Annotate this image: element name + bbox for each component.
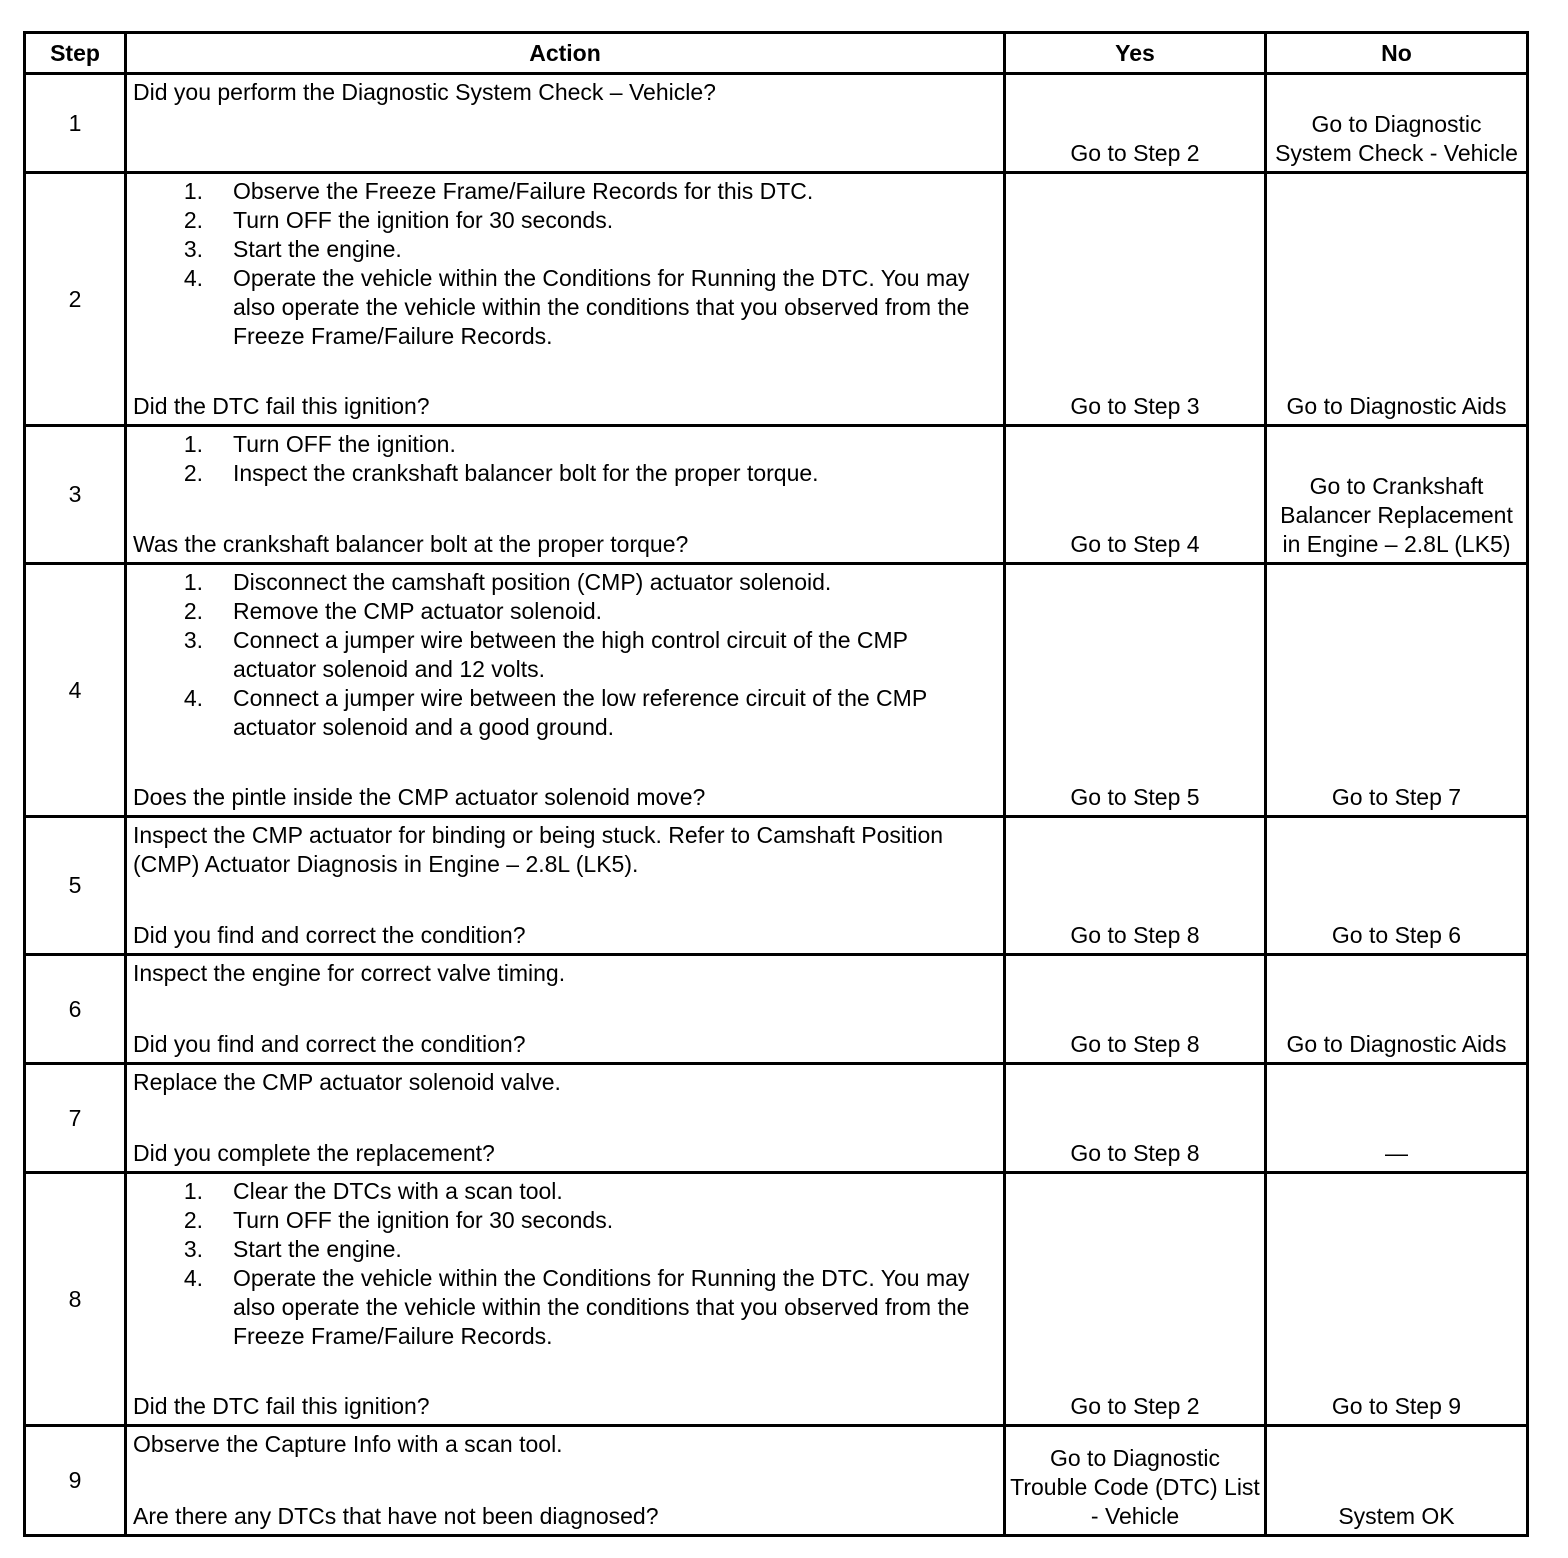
action-intro: Did you perform the Diagnostic System Check – Vehicle? xyxy=(133,79,716,105)
yes-outcome: Go to Step 3 xyxy=(1005,173,1266,426)
table-row xyxy=(25,173,1528,426)
action-cell xyxy=(126,1064,1005,1173)
list-item-text: Start the engine. xyxy=(233,1236,402,1262)
list-item xyxy=(133,235,997,264)
action-intro: Replace the CMP actuator solenoid valve. xyxy=(133,1069,561,1095)
list-item-number: 4. xyxy=(183,265,203,291)
list-item-number: 2. xyxy=(183,598,203,624)
list-item-number: 1. xyxy=(183,178,203,204)
step-number: 8 xyxy=(25,1173,126,1426)
table-row xyxy=(25,74,1528,173)
yes-outcome: Go to Step 8 xyxy=(1005,955,1266,1064)
no-outcome: Go to Diagnostic System Check - Vehicle xyxy=(1266,74,1528,173)
list-item xyxy=(133,1206,997,1235)
list-item xyxy=(133,597,997,626)
list-item-text: Clear the DTCs with a scan tool. xyxy=(233,1178,563,1204)
action-question: Does the pintle inside the CMP actuator solenoid move? xyxy=(133,784,706,810)
action-question: Did the DTC fail this ignition? xyxy=(133,1393,430,1419)
no-outcome: Go to Step 7 xyxy=(1266,564,1528,817)
list-item-number: 1. xyxy=(183,569,203,595)
header-row xyxy=(25,33,1528,74)
table-row xyxy=(25,817,1528,955)
list-item xyxy=(133,1235,997,1264)
table-row xyxy=(25,1173,1528,1426)
action-steps-list xyxy=(133,1177,997,1351)
step-number: 2 xyxy=(25,173,126,426)
action-question: Did you find and correct the condition? xyxy=(133,1031,526,1057)
list-item-text: Observe the Freeze Frame/Failure Records for this DTC. xyxy=(233,178,814,204)
action-steps-list xyxy=(133,177,997,351)
no-outcome: Go to Diagnostic Aids xyxy=(1266,955,1528,1064)
action-cell xyxy=(126,74,1005,173)
list-item-text: Remove the CMP actuator solenoid. xyxy=(233,598,603,624)
no-outcome: Go to Step 9 xyxy=(1266,1173,1528,1426)
list-item-number: 2. xyxy=(183,460,203,486)
table-row xyxy=(25,1064,1528,1173)
action-question: Did you find and correct the condition? xyxy=(133,922,526,948)
list-item xyxy=(133,568,997,597)
action-cell xyxy=(126,1426,1005,1536)
list-item xyxy=(133,684,997,742)
list-item-text: Operate the vehicle within the Conditions for Running the DTC. You may also operate the vehicle within the conditions that you observed from the Freeze Frame/Failure Records. xyxy=(233,1265,970,1349)
list-item xyxy=(133,1264,997,1351)
no-outcome: Go to Step 6 xyxy=(1266,817,1528,955)
no-outcome: Go to Diagnostic Aids xyxy=(1266,173,1528,426)
action-intro: Observe the Capture Info with a scan tool. xyxy=(133,1431,563,1457)
action-question: Did you complete the replacement? xyxy=(133,1140,495,1166)
no-outcome: System OK xyxy=(1266,1426,1528,1536)
list-item xyxy=(133,264,997,351)
list-item-text: Turn OFF the ignition for 30 seconds. xyxy=(233,207,614,233)
table-row xyxy=(25,1426,1528,1536)
yes-outcome: Go to Step 8 xyxy=(1005,1064,1266,1173)
action-question: Was the crankshaft balancer bolt at the proper torque? xyxy=(133,531,689,557)
list-item-text: Inspect the crankshaft balancer bolt for the proper torque. xyxy=(233,460,819,486)
yes-outcome: Go to Step 4 xyxy=(1005,426,1266,564)
list-item xyxy=(133,459,997,488)
list-item-number: 4. xyxy=(183,685,203,711)
yes-outcome: Go to Step 8 xyxy=(1005,817,1266,955)
action-cell xyxy=(126,564,1005,817)
diagnostic-table xyxy=(23,31,1529,1537)
table-row xyxy=(25,426,1528,564)
list-item-text: Disconnect the camshaft position (CMP) actuator solenoid. xyxy=(233,569,832,595)
action-steps-list xyxy=(133,430,997,488)
list-item-number: 1. xyxy=(183,1178,203,1204)
list-item-number: 3. xyxy=(183,236,203,262)
list-item xyxy=(133,626,997,684)
step-number: 4 xyxy=(25,564,126,817)
list-item-number: 1. xyxy=(183,431,203,457)
action-steps-list xyxy=(133,568,997,742)
header-no: No xyxy=(1266,33,1528,74)
action-question: Are there any DTCs that have not been diagnosed? xyxy=(133,1503,659,1529)
step-number: 3 xyxy=(25,426,126,564)
yes-outcome: Go to Diagnostic Trouble Code (DTC) List - Vehicle xyxy=(1005,1426,1266,1536)
no-outcome: — xyxy=(1266,1064,1528,1173)
list-item-number: 3. xyxy=(183,1236,203,1262)
header-action: Action xyxy=(126,33,1005,74)
step-number: 5 xyxy=(25,817,126,955)
table-row xyxy=(25,955,1528,1064)
list-item-text: Turn OFF the ignition. xyxy=(233,431,456,457)
list-item-number: 3. xyxy=(183,627,203,653)
action-cell xyxy=(126,173,1005,426)
action-intro: Inspect the engine for correct valve timing. xyxy=(133,960,566,986)
list-item xyxy=(133,177,997,206)
list-item-number: 2. xyxy=(183,1207,203,1233)
action-cell xyxy=(126,426,1005,564)
yes-outcome: Go to Step 2 xyxy=(1005,1173,1266,1426)
list-item-number: 2. xyxy=(183,207,203,233)
table-row xyxy=(25,564,1528,817)
step-number: 1 xyxy=(25,74,126,173)
yes-outcome: Go to Step 2 xyxy=(1005,74,1266,173)
action-question: Did the DTC fail this ignition? xyxy=(133,393,430,419)
list-item xyxy=(133,430,997,459)
header-yes: Yes xyxy=(1005,33,1266,74)
list-item-text: Connect a jumper wire between the low reference circuit of the CMP actuator solenoid and a good ground. xyxy=(233,685,927,740)
header-step: Step xyxy=(25,33,126,74)
list-item xyxy=(133,206,997,235)
no-outcome: Go to Crankshaft Balancer Replacement in Engine – 2.8L (LK5) xyxy=(1266,426,1528,564)
list-item-text: Start the engine. xyxy=(233,236,402,262)
list-item-text: Turn OFF the ignition for 30 seconds. xyxy=(233,1207,614,1233)
list-item-text: Operate the vehicle within the Conditions for Running the DTC. You may also operate the vehicle within the conditions that you observed from the Freeze Frame/Failure Records. xyxy=(233,265,970,349)
step-number: 9 xyxy=(25,1426,126,1536)
action-cell xyxy=(126,817,1005,955)
list-item xyxy=(133,1177,997,1206)
yes-outcome: Go to Step 5 xyxy=(1005,564,1266,817)
list-item-text: Connect a jumper wire between the high control circuit of the CMP actuator solenoid and 12 volts. xyxy=(233,627,908,682)
action-intro: Inspect the CMP actuator for binding or being stuck. Refer to Camshaft Position (CMP) Actuator Diagnosis in Engine – 2.8L (LK5). xyxy=(133,822,944,877)
action-cell xyxy=(126,955,1005,1064)
action-cell xyxy=(126,1173,1005,1426)
step-number: 7 xyxy=(25,1064,126,1173)
list-item-number: 4. xyxy=(183,1265,203,1291)
step-number: 6 xyxy=(25,955,126,1064)
